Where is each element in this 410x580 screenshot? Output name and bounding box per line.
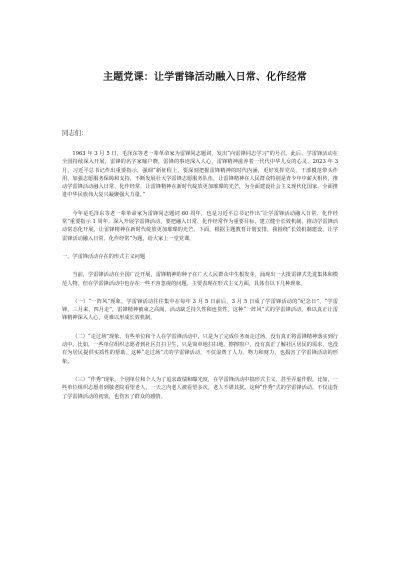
paragraph: 1963 年 3 月 5 日，毛泽东等老一辈革命家为雷锋同志题词，发出“向雷锋同志学习”的号召。此后，学雷锋活动在全国持续深入开展，雷锋的名字家喻户晓，雷锋的事迹深入人心，雷锋精神滋养着一代代中华儿女的心灵。2023 年 3 月，习近平总书记作出重要指示，强调“新征程上，要深刻把握雷锋精神的时代内涵，更好发挥党员、干部模范带头作用，加强志愿服务保障和支持，不断发展壮大学雷锋志愿服务队伍，让雷锋精神在人民群众特别是青少年中薪火相传，推动学雷锋活动融入日常、化作经常，让雷锋精神在新时代绽放更加璀璨的光芒，为全面建设社会主义现代化国家、全面推进中华民族伟大复兴凝聚强大力量。” bbox=[62, 151, 338, 199]
paragraph: （三）“作秀”现象。个别单位和个人为了追求政绩和曝光度，在学雷锋活动中搞形式主义，甚至弄虚作假。比如，一些单位组织志愿者到敬老院看望老人，一天之内老人被看望多次，老人不堪其扰。这种“作秀”式的学雷锋活动，不仅违背了学雷锋活动的初衷，也伤害了群众的感情。 bbox=[62, 376, 338, 400]
greeting: 同志们： bbox=[62, 129, 88, 137]
paragraph: （二）“走过场”现象。有些单位和个人在学雷锋活动中，只是为了完成任务而走过场，没有真正将雷锋精神落实到行动中。比如，一些单位组织志愿者到社区打扫卫生，只是简单地扫扫地、擦擦窗户，没有真正了解社区居民的需求，也没有为居民提供实质性的帮助。这种“走过场”式的学雷锋活动，不仅浪费了人力、物力和财力，也损害了学雷锋活动的形象。 bbox=[62, 333, 338, 365]
paragraph: （一）“一阵风”现象。学雷锋活动往往集中在每年 3 月 5 日前后，3 月 5 日成了学雷锋活动的“纪念日”，“学雷锋，三月来，四月走”，雷锋精神被束之高阁，活动缺乏持久性和连贯性。这种“一阵风”式的学雷锋活动，难以真正让雷锋精神深入人心，更难以形成长效机制。 bbox=[62, 298, 338, 322]
document-body bbox=[62, 150, 338, 411]
document-title: 主题党课：让学雷锋活动融入日常、化作经常 bbox=[103, 72, 307, 83]
section-heading: 一、学雷锋活动存在的形式主义问题 bbox=[62, 253, 146, 260]
paragraph: 今年是毛泽东等老一辈革命家为雷锋同志题词 60 周年，也是习近平总书记作出“让学雷锋活动融入日常、化作经常”重要指示 1 周年。深入开展学雷锋活动，要把融入日常、化作经常作为重要目标，建立健全长效机制，推动学雷锋活动常态化开展，让雷锋精神在新时代绽放更加璀璨的光芒。下面，根据主题教育计划安排，我围绕“长效机制建设，让学雷锋活动融入日常、化作经常”为题，给大家上一堂党课。 bbox=[62, 210, 338, 242]
paragraph: 当前，学雷锋活动在全国广泛开展，雷锋精神的种子在广大人民群众中生根发芽，涌现出一大批雷锋式先进集体和模范人物。但在学雷锋活动中也存在一些不容忽视的问题。主要表现在形式主义方面，具体有以下几种现象。 bbox=[62, 272, 338, 287]
